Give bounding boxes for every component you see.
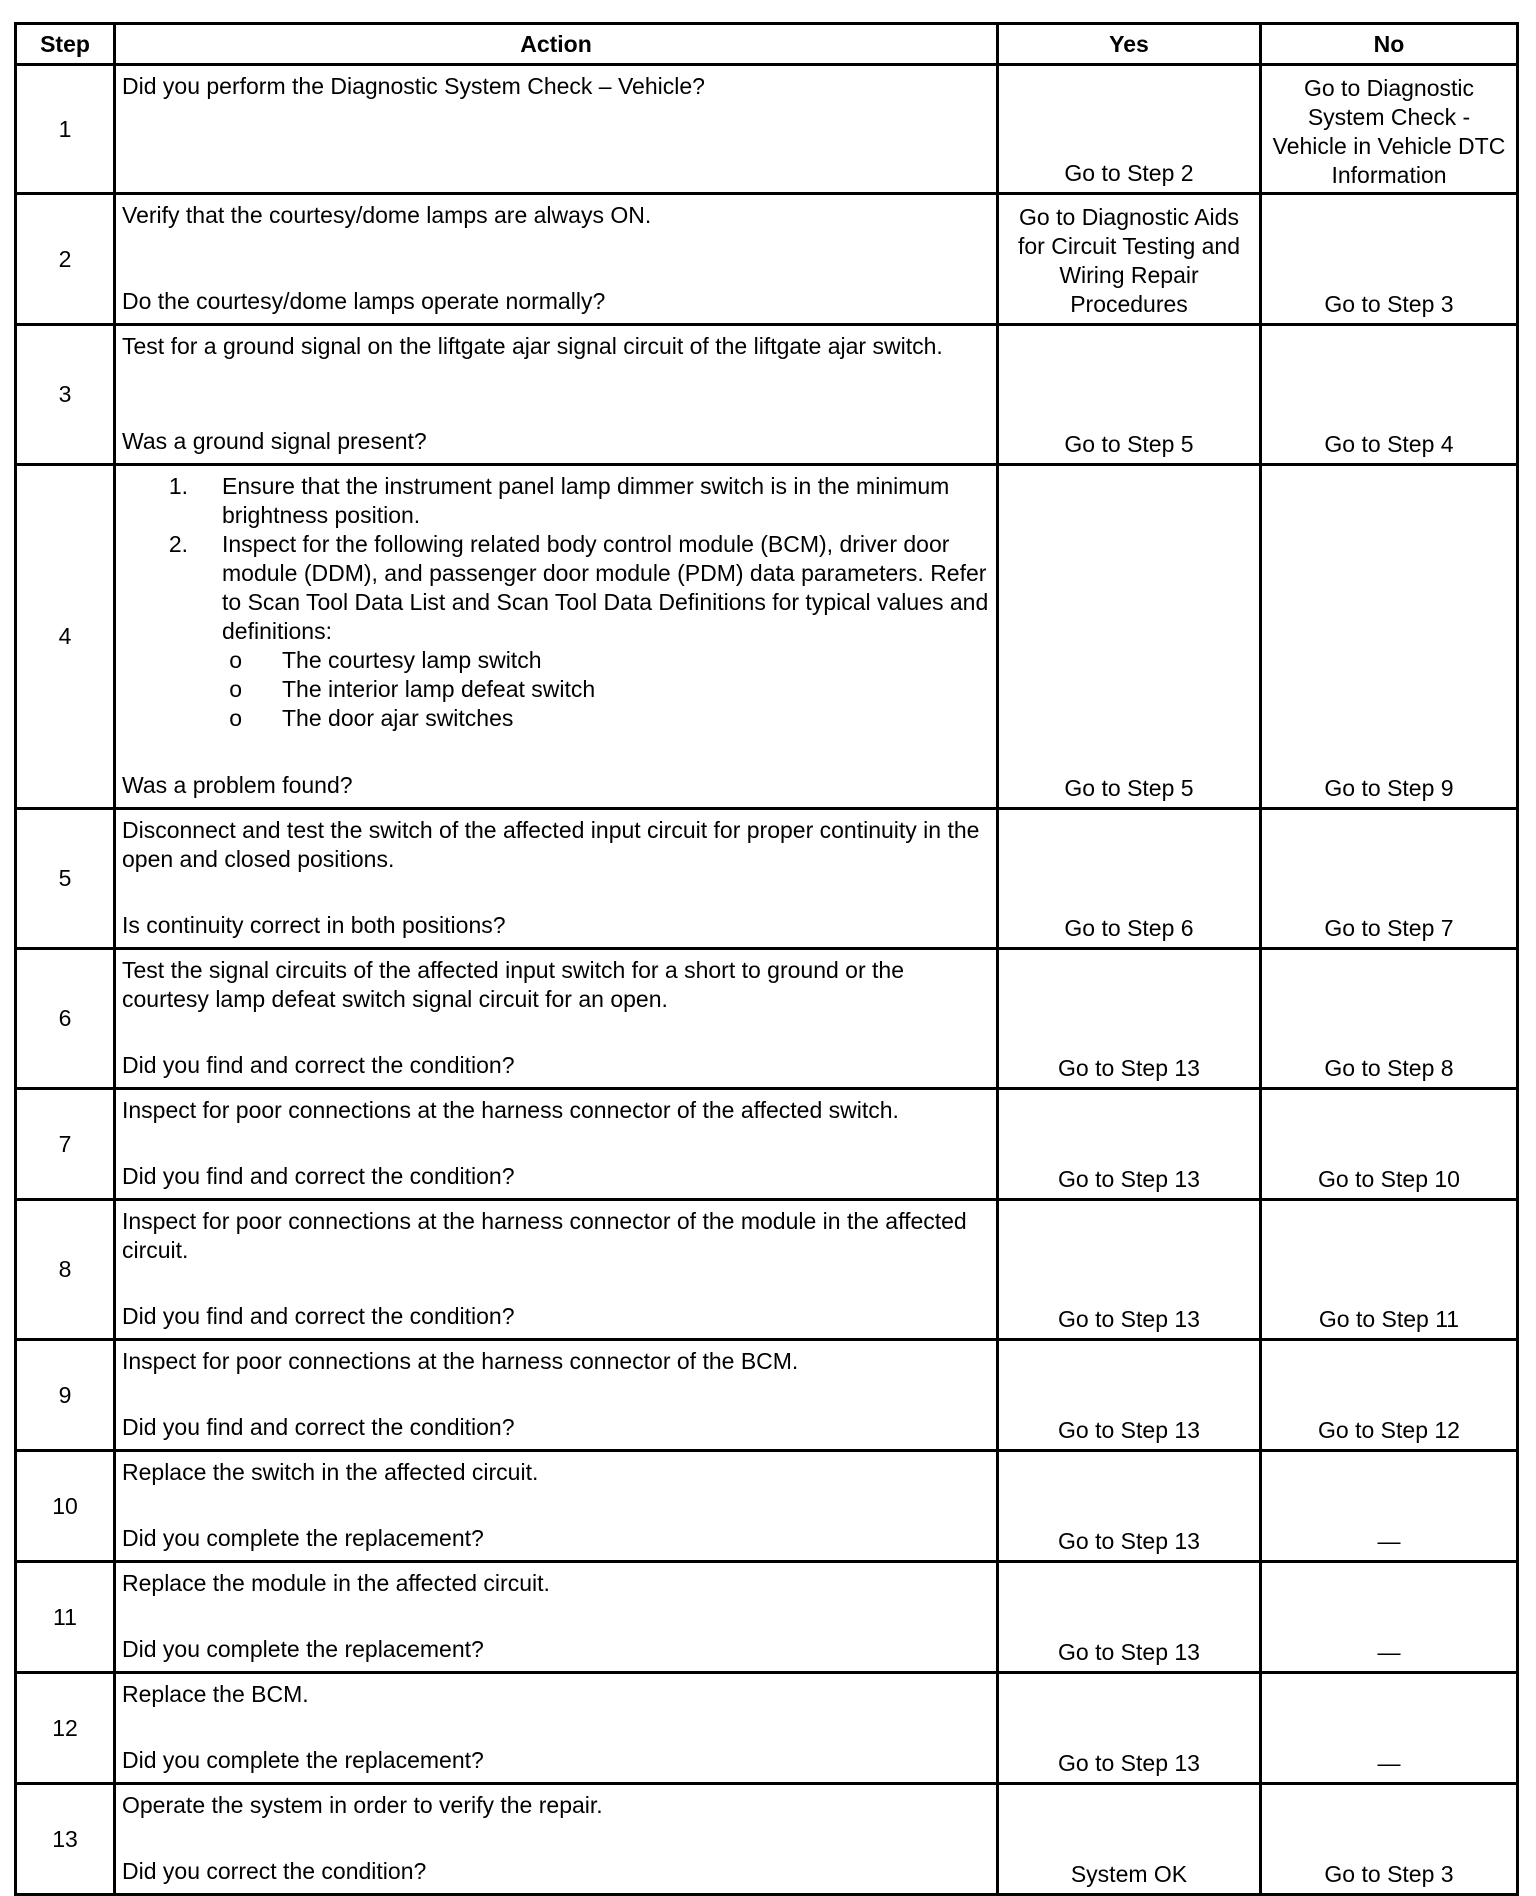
action-question: Did you complete the replacement?	[122, 1636, 484, 1662]
step-number: 13	[16, 1784, 115, 1895]
step-number: 2	[16, 194, 115, 325]
table-row	[16, 194, 1518, 325]
action-question: Did you find and correct the condition?	[122, 1052, 515, 1078]
action-text: Test the signal circuits of the affected input switch for a short to ground or the courtesy lamp defeat switch signal circuit for an open.	[122, 957, 904, 1012]
action-cell	[115, 465, 998, 809]
no-result	[1261, 194, 1518, 325]
procedure-item	[122, 530, 990, 733]
no-result-text: Go to Step 8	[1324, 1055, 1454, 1081]
action-cell	[115, 1562, 998, 1673]
yes-result	[998, 1200, 1261, 1340]
action-question: Did you complete the replacement?	[122, 1747, 484, 1773]
no-result-text: Go to Diagnostic System Check - Vehicle in Vehicle DTC Information	[1272, 75, 1506, 188]
table-row	[16, 465, 1518, 809]
action-cell	[115, 1673, 998, 1784]
no-result-text: Go to Step 7	[1324, 915, 1454, 941]
yes-result	[998, 1562, 1261, 1673]
action-cell	[115, 1200, 998, 1340]
parameter-list	[122, 646, 990, 733]
procedure-item-text	[222, 530, 990, 733]
action-cell	[115, 1089, 998, 1200]
table-row	[16, 1340, 1518, 1451]
yes-result-text: System OK	[1070, 1861, 1188, 1887]
step-number: 6	[16, 949, 115, 1089]
action-text: Inspect for poor connections at the harness connector of the affected switch.	[122, 1097, 899, 1123]
action-cell	[115, 1451, 998, 1562]
bullet-icon: o	[229, 647, 242, 673]
no-result-text: Go to Step 3	[1324, 291, 1454, 317]
parameter-item	[122, 704, 990, 733]
yes-result-text: Go to Step 13	[1058, 1306, 1200, 1332]
procedure-item-number: 2.	[168, 531, 188, 557]
action-question: Was a problem found?	[122, 772, 353, 798]
step-number: 5	[16, 809, 115, 949]
no-result	[1261, 465, 1518, 809]
parameter-item-text: The courtesy lamp switch	[282, 647, 542, 673]
yes-result	[998, 465, 1261, 809]
table-row	[16, 809, 1518, 949]
step-number: 3	[16, 325, 115, 465]
no-result	[1261, 325, 1518, 465]
action-question: Did you find and correct the condition?	[122, 1163, 515, 1189]
action-text: Inspect for poor connections at the harness connector of the module in the affected circuit.	[122, 1208, 967, 1263]
procedure-item-text	[222, 472, 990, 530]
action-cell	[115, 65, 998, 194]
no-result-text: Go to Step 10	[1318, 1166, 1460, 1192]
yes-result-text: Go to Step 13	[1058, 1639, 1200, 1665]
step-number: 12	[16, 1673, 115, 1784]
step-number: 8	[16, 1200, 115, 1340]
yes-result-text: Go to Step 2	[1064, 160, 1194, 186]
yes-result	[998, 325, 1261, 465]
action-text: Test for a ground signal on the liftgate ajar signal circuit of the liftgate ajar switch.	[122, 333, 943, 359]
yes-result	[998, 1673, 1261, 1784]
yes-result-text: Go to Step 13	[1058, 1166, 1200, 1192]
header-action: Action	[115, 24, 998, 65]
no-result-text: Go to Step 3	[1324, 1861, 1454, 1887]
no-result	[1261, 1089, 1518, 1200]
yes-result-text: Go to Step 5	[1064, 431, 1194, 457]
procedure-list	[122, 472, 990, 733]
step-number: 7	[16, 1089, 115, 1200]
yes-result	[998, 65, 1261, 194]
no-result	[1261, 1340, 1518, 1451]
action-question: Did you correct the condition?	[122, 1858, 427, 1884]
step-number: 11	[16, 1562, 115, 1673]
no-result	[1261, 809, 1518, 949]
table-row	[16, 65, 1518, 194]
action-question: Do the courtesy/dome lamps operate normally?	[122, 288, 606, 314]
procedure-item-label: Inspect for the following related body control module (BCM), driver door module (DDM), and passenger door module (PDM) data parameters. Refer to Scan Tool Data List and Scan Tool Data Definitions for typical values and definitions:	[222, 531, 989, 644]
action-text: Operate the system in order to verify the repair.	[122, 1792, 603, 1818]
procedure-item-label: Ensure that the instrument panel lamp dimmer switch is in the minimum brightness position.	[222, 473, 950, 528]
action-text: Replace the switch in the affected circuit.	[122, 1459, 539, 1485]
no-result-text: Go to Step 9	[1324, 775, 1454, 801]
no-result	[1261, 1562, 1518, 1673]
no-result	[1261, 65, 1518, 194]
header-no: No	[1261, 24, 1518, 65]
no-result-text: —	[1377, 1639, 1401, 1665]
step-number: 1	[16, 65, 115, 194]
yes-result	[998, 949, 1261, 1089]
table-row	[16, 1673, 1518, 1784]
table-row	[16, 325, 1518, 465]
action-text: Replace the module in the affected circuit.	[122, 1570, 550, 1596]
yes-result	[998, 194, 1261, 325]
table-row	[16, 949, 1518, 1089]
no-result	[1261, 949, 1518, 1089]
header-step: Step	[16, 24, 115, 65]
no-result	[1261, 1451, 1518, 1562]
yes-result-text: Go to Step 13	[1058, 1528, 1200, 1554]
header-row	[16, 24, 1518, 65]
yes-result-text: Go to Step 13	[1058, 1750, 1200, 1776]
no-result-text: Go to Step 11	[1318, 1306, 1460, 1332]
bullet-icon: o	[229, 676, 242, 702]
no-result	[1261, 1200, 1518, 1340]
no-result-text: —	[1377, 1750, 1401, 1776]
action-text: Did you perform the Diagnostic System Check – Vehicle?	[122, 73, 705, 99]
yes-result-text: Go to Step 13	[1058, 1055, 1200, 1081]
action-cell	[115, 194, 998, 325]
yes-result	[998, 1089, 1261, 1200]
action-question: Did you complete the replacement?	[122, 1525, 484, 1551]
diagnostic-table	[14, 22, 1519, 1896]
no-result-text: —	[1377, 1528, 1401, 1554]
step-number: 10	[16, 1451, 115, 1562]
action-question: Is continuity correct in both positions?	[122, 912, 506, 938]
action-cell	[115, 809, 998, 949]
parameter-item	[122, 675, 990, 704]
table-row	[16, 1200, 1518, 1340]
action-cell	[115, 1340, 998, 1451]
no-result-text: Go to Step 12	[1318, 1417, 1460, 1443]
action-cell	[115, 325, 998, 465]
action-text: Replace the BCM.	[122, 1681, 309, 1707]
parameter-item-text: The door ajar switches	[282, 705, 514, 731]
action-text: Inspect for poor connections at the harness connector of the BCM.	[122, 1348, 799, 1374]
table-row	[16, 1089, 1518, 1200]
yes-result-text: Go to Step 5	[1064, 775, 1194, 801]
yes-result	[998, 809, 1261, 949]
procedure-item-number: 1.	[168, 473, 188, 499]
action-question: Did you find and correct the condition?	[122, 1303, 515, 1329]
parameter-item-text: The interior lamp defeat switch	[282, 676, 596, 702]
action-text: Verify that the courtesy/dome lamps are always ON.	[122, 202, 652, 228]
action-cell	[115, 949, 998, 1089]
no-result	[1261, 1673, 1518, 1784]
yes-result-text: Go to Step 13	[1058, 1417, 1200, 1443]
step-number: 9	[16, 1340, 115, 1451]
yes-result	[998, 1451, 1261, 1562]
action-question: Was a ground signal present?	[122, 428, 427, 454]
table-row	[16, 1562, 1518, 1673]
action-text: Disconnect and test the switch of the affected input circuit for proper continuity in the open and closed positions.	[122, 817, 980, 872]
yes-result	[998, 1340, 1261, 1451]
yes-result-text: Go to Diagnostic Aids for Circuit Testing and Wiring Repair Procedures	[1017, 204, 1240, 317]
action-question: Did you find and correct the condition?	[122, 1414, 515, 1440]
no-result-text: Go to Step 4	[1324, 431, 1454, 457]
parameter-item	[122, 646, 990, 675]
table-row	[16, 1451, 1518, 1562]
procedure-item	[122, 472, 990, 530]
step-number: 4	[16, 465, 115, 809]
yes-result-text: Go to Step 6	[1064, 915, 1194, 941]
header-yes: Yes	[998, 24, 1261, 65]
bullet-icon: o	[229, 705, 242, 731]
